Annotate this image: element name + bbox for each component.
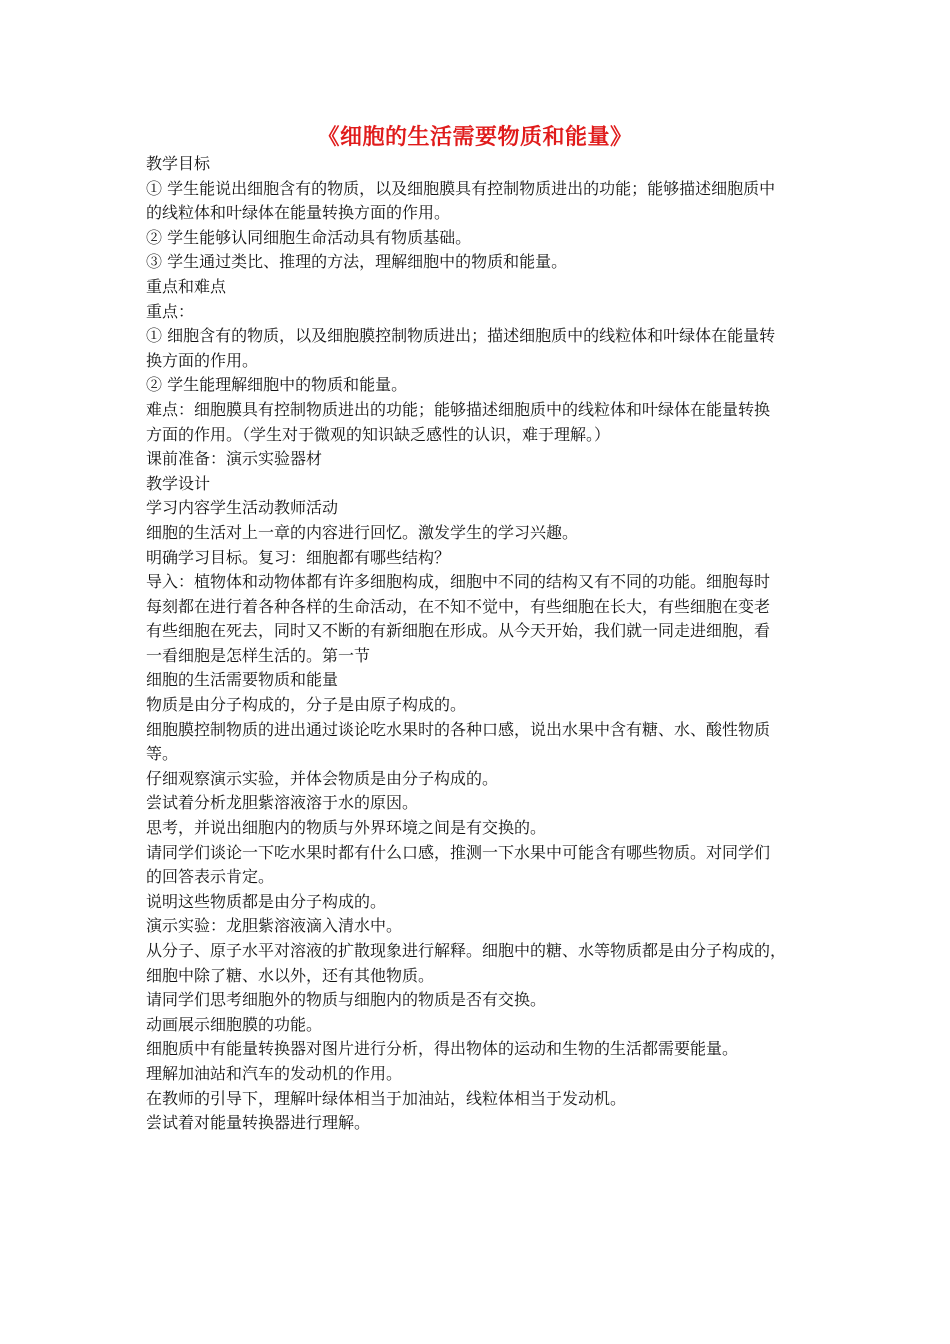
- text-line: 学习内容学生活动教师活动: [146, 498, 339, 518]
- text-line: 课前准备：演示实验器材: [146, 449, 323, 469]
- document-title: 《细胞的生活需要物质和能量》: [317, 125, 633, 150]
- text-line: 教学设计: [146, 473, 211, 493]
- text-line: 方面的作用。（学生对于微观的知识缺乏感性的认识，难于理解。）: [146, 424, 611, 444]
- text-line: 重点：: [146, 301, 195, 321]
- text-line: ② 学生能理解细胞中的物质和能量。: [146, 375, 408, 395]
- text-line: 在教师的引导下，理解叶绿体相当于加油站，线粒体相当于发动机。: [146, 1088, 627, 1108]
- text-line: ① 学生能说出细胞含有的物质，以及细胞膜具有控制物质进出的功能；能够描述细胞质中: [146, 178, 776, 198]
- text-line: 演示实验：龙胆紫溶液滴入清水中。: [146, 916, 403, 936]
- text-line: 请同学们谈论一下吃水果时都有什么口感，推测一下水果中可能含有哪些物质。对同学们: [146, 842, 771, 862]
- text-line: 细胞膜控制物质的进出通过谈论吃水果时的各种口感，说出水果中含有糖、水、酸性物质: [146, 719, 771, 739]
- text-line: 明确学习目标。复习：细胞都有哪些结构？: [146, 547, 451, 567]
- text-line: ② 学生能够认同细胞生命活动具有物质基础。: [146, 227, 472, 247]
- text-line: 教学目标: [146, 154, 211, 173]
- text-line: 仔细观察演示实验，并体会物质是由分子构成的。: [146, 768, 499, 788]
- text-line: ① 细胞含有的物质，以及细胞膜控制物质进出；描述细胞质中的线粒体和叶绿体在能量转: [146, 326, 776, 346]
- text-line: 难点：细胞膜具有控制物质进出的功能；能够描述细胞质中的线粒体和叶绿体在能量转换: [146, 399, 771, 419]
- text-line: 物质是由分子构成的，分子是由原子构成的。: [146, 695, 467, 715]
- text-line: 换方面的作用。: [146, 350, 259, 370]
- text-line: 从分子、原子水平对溶液的扩散现象进行解释。细胞中的糖、水等物质都是由分子构成的，: [146, 941, 787, 960]
- text-line: 尝试着对能量转换器进行理解。: [146, 1113, 371, 1133]
- text-line: 每刻都在进行着各种各样的生命活动，在不知不觉中，有些细胞在长大，有些细胞在变老: [146, 596, 771, 616]
- text-line: 细胞中除了糖、水以外，还有其他物质。: [146, 965, 435, 985]
- text-line: 的线粒体和叶绿体在能量转换方面的作用。: [146, 203, 451, 223]
- text-line: 理解加油站和汽车的发动机的作用。: [146, 1063, 403, 1083]
- text-line: 细胞质中有能量转换器对图片进行分析，得出物体的运动和生物的生活都需要能量。: [146, 1039, 739, 1059]
- text-line: ③ 学生通过类比、推理的方法，理解细胞中的物质和能量。: [146, 252, 568, 272]
- text-line: 细胞的生活需要物质和能量: [146, 670, 339, 690]
- text-line: 思考，并说出细胞内的物质与外界环境之间是有交换的。: [146, 818, 547, 838]
- text-line: 说明这些物质都是由分子构成的。: [146, 891, 387, 911]
- text-line: 导入：植物体和动物体都有许多细胞构成，细胞中不同的结构又有不同的功能。细胞每时: [146, 572, 771, 592]
- text-line: 细胞的生活对上一章的内容进行回忆。激发学生的学习兴趣。: [146, 522, 579, 542]
- text-line: 请同学们思考细胞外的物质与细胞内的物质是否有交换。: [146, 990, 547, 1010]
- document-body: [146, 152, 816, 1136]
- text-line: 动画展示细胞膜的功能。: [146, 1014, 323, 1034]
- text-line: 一看细胞是怎样生活的。第一节: [146, 645, 371, 665]
- text-line: 的回答表示肯定。: [146, 867, 275, 887]
- text-line: 有些细胞在死去，同时又不断的有新细胞在形成。从今天开始，我们就一同走进细胞，看: [146, 621, 771, 641]
- text-line: 尝试着分析龙胆紫溶液溶于水的原因。: [146, 793, 419, 813]
- text-line: 重点和难点: [146, 276, 227, 296]
- text-line: 等。: [146, 744, 179, 764]
